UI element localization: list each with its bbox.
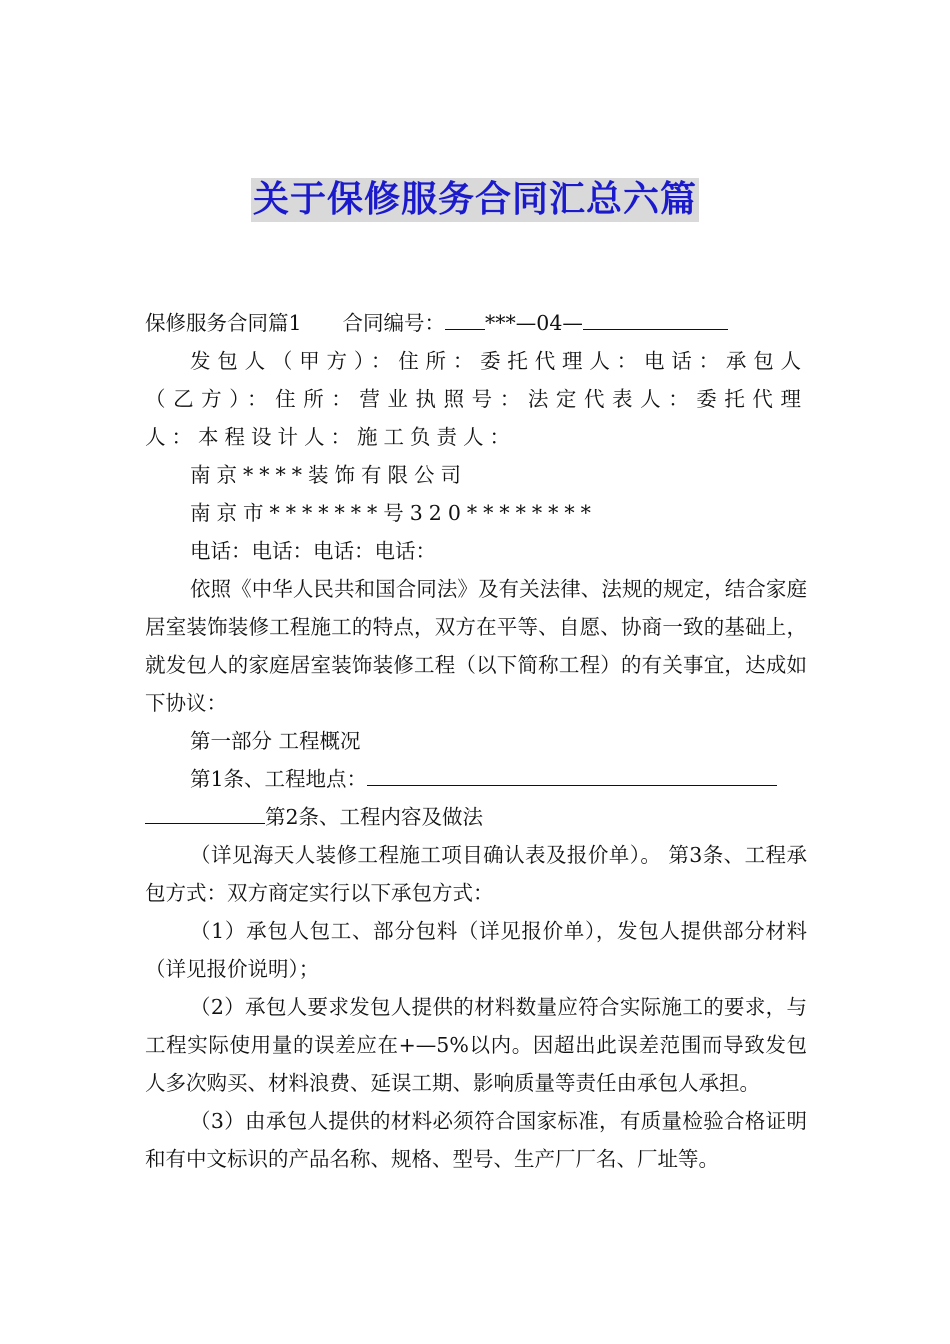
company-name: 南京****装饰有限公司 xyxy=(190,463,467,487)
clause-3: （3）由承包人提供的材料必须符合国家标准，有质量检验合格证明和有中文标识的产品名称、规格、型号、生产厂厂名、厂址等。 xyxy=(145,1109,807,1171)
contract-header-line xyxy=(145,304,807,342)
article-2-label: 第2条、工程内容及做法 xyxy=(265,805,484,829)
agreement-intro: 依照《中华人民共和国合同法》及有关法律、法规的规定，结合家庭居室装饰装修工程施工的特点，双方在平等、自愿、协商一致的基础上，就发包人的家庭居室装饰装修工程（以下简称工程）的有关事宜，达成如下协议： xyxy=(145,577,807,715)
clause-2: （2）承包人要求发包人提供的材料数量应符合实际施工的要求，与工程实际使用量的误差应在+—5%以内。因超出此误差范围而导致发包人多次购买、材料浪费、延误工期、影响质量等责任由承包人承担。 xyxy=(145,995,807,1095)
blank-line xyxy=(145,799,265,824)
article-1-label: 第1条、工程地点： xyxy=(190,767,368,791)
section-heading: 第一部分 工程概况 xyxy=(190,729,361,753)
blank-line xyxy=(583,305,728,330)
article-3-paragraph: （详见海天人装修工程施工项目确认表及报价单）。 第3条、工程承包方式：双方商定实行以下承包方式： xyxy=(145,843,807,905)
contract-header-label: 保修服务合同篇1 合同编号： xyxy=(145,311,446,335)
clause-1: （1）承包人包工、部分包料（详见报价单），发包人提供部分材料（详见报价说明）； xyxy=(145,919,807,981)
article-1-line xyxy=(145,760,807,798)
blank-line xyxy=(445,305,485,330)
contract-number: ***—04— xyxy=(485,311,583,335)
document-body xyxy=(145,304,807,1178)
document-title-container xyxy=(0,178,950,222)
document-title: 关于保修服务合同汇总六篇 xyxy=(252,179,697,220)
blank-line xyxy=(367,761,777,786)
parties-paragraph: 发包人（甲方）：住所：委托代理人：电话：承包人（乙方）：住所：营业执照号：法定代表人：委托代理人：本程设计人：施工负责人： xyxy=(145,349,807,449)
company-address: 南京市*******号320******** xyxy=(190,501,597,525)
article-2-line xyxy=(145,798,807,836)
phone-line: 电话：电话：电话：电话： xyxy=(190,539,436,563)
